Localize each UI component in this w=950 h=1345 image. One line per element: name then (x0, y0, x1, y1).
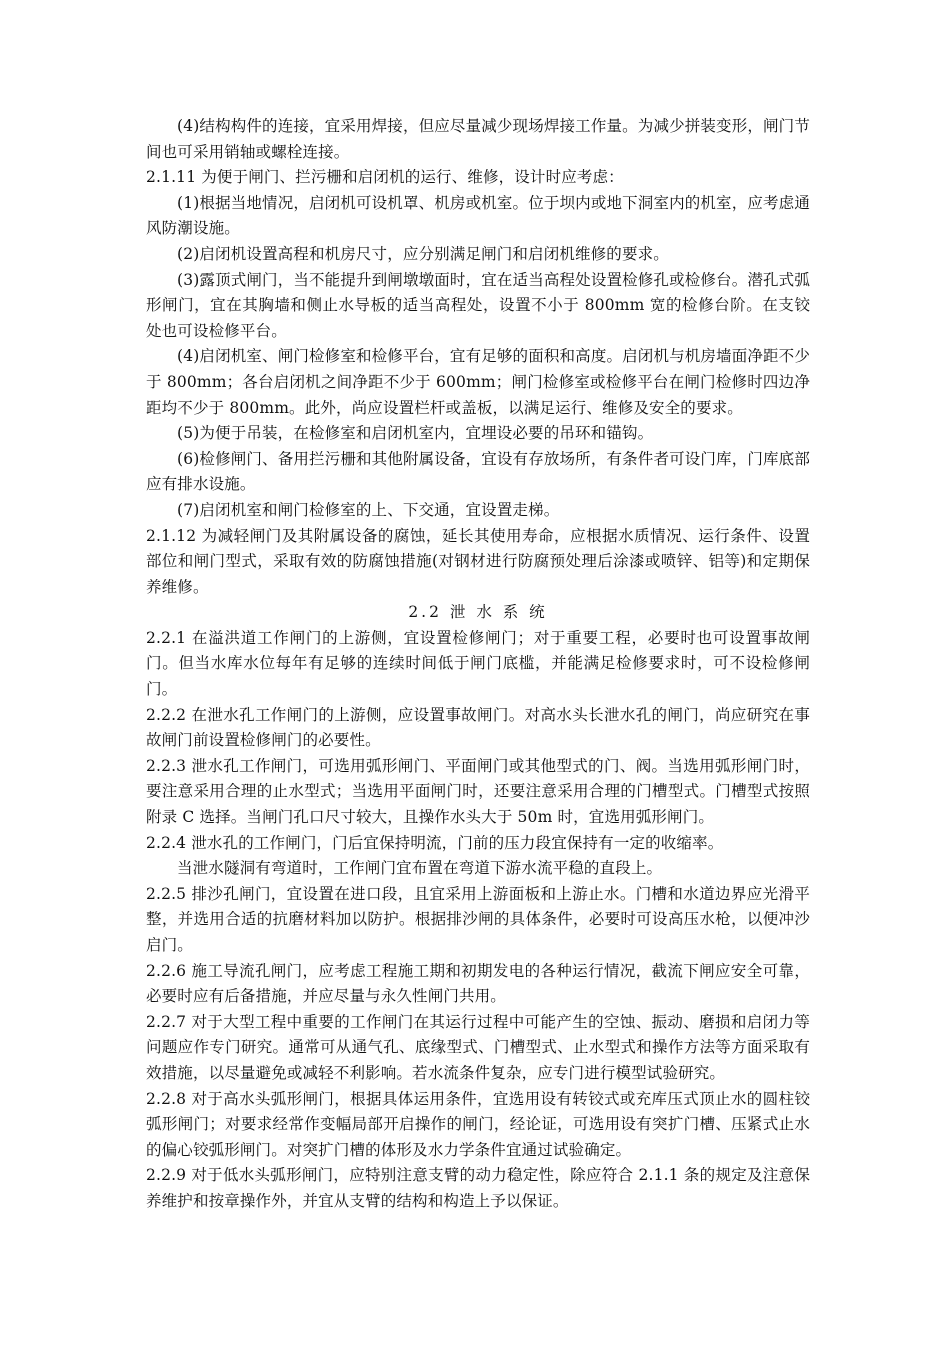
item-5-hoisting: (5)为便于吊装，在检修室和启闭机室内，宜埋设必要的吊环和锚钩。 (177, 424, 654, 443)
clause-2-2-1: 2.2.1 在溢洪道工作闸门的上游侧，宜设置检修闸门；对于重要工程，必要时也可设置事故闸门。但当水库水位每年有足够的连续时间低于闸门底槛，并能满足检修要求时，可不设检修闸门。 (146, 628, 810, 699)
clause-2-2-4-note: 当泄水隧洞有弯道时，工作闸门宜布置在弯道下游水流平稳的直段上。 (177, 859, 663, 878)
clause-2-2-7: 2.2.7 对于大型工程中重要的工作闸门在其运行过程中可能产生的空蚀、振动、磨损和启闭力等问题应作专门研究。通常可从通气孔、底缘型式、门槽型式、止水型式和操作方法等方面采取有效措施，以尽量避免或减轻不利影响。若水流条件复杂，应专门进行模型试验研究。 (146, 1012, 810, 1082)
document-page (146, 114, 810, 1215)
item-6-storage: (6)检修闸门、备用拦污栅和其他附属设备，宜设有存放场所，有条件者可设门库，门库底部应有排水设施。 (146, 449, 810, 494)
clause-2-1-11: 2.1.11 为便于闸门、拦污栅和启闭机的运行、维修，设计时应考虑： (146, 168, 624, 187)
clause-2-2-2: 2.2.2 在泄水孔工作闸门的上游侧，应设置事故闸门。对高水头长泄水孔的闸门，尚应研究在事故闸门前设置检修闸门的必要性。 (146, 705, 810, 750)
section-title: 2.2 泄 水 系 统 (408, 603, 548, 622)
clause-2-1-12: 2.1.12 为减轻闸门及其附属设备的腐蚀，延长其使用寿命，应根据水质情况、运行条件、设置部位和闸门型式，采取有效的防腐蚀措施(对钢材进行防腐预处理后涂漆或喷锌、铝等)和定期保养维修。 (146, 526, 810, 596)
item-7-stairs: (7)启闭机室和闸门检修室的上、下交通，宜设置走梯。 (177, 500, 560, 519)
clause-2-2-9: 2.2.9 对于低水头弧形闸门，应特别注意支臂的动力稳定性，除应符合 2.1.1 条的规定及注意保养维护和按章操作外，并宜从支臂的结构和构造上予以保证。 (146, 1166, 810, 1210)
clause-2-2-8: 2.2.8 对于高水头弧形闸门，根据具体运用条件，宜选用设有转铰式或充库压式顶止水的圆柱铰弧形闸门；对要求经常作变幅局部开启操作的闸门，经论证，可选用设有突扩门槽、压紧式止水的偏心铰弧形闸门。对突扩门槽的体形及水力学条件宜通过试验确定。 (146, 1089, 810, 1159)
clause-2-2-3: 2.2.3 泄水孔工作闸门，可选用弧形闸门、平面闸门或其他型式的门、阀。当选用弧形闸门时，要注意采用合理的止水型式；当选用平面闸门时，还要注意采用合理的门槽型式。门槽型式按照附录 C 选择。当闸门孔口尺寸较大，且操作水头大于 50m 时，宜选用弧形闸门。 (146, 756, 810, 827)
paragraph-4-connection: (4)结构构件的连接，宜采用焊接，但应尽量减少现场焊接工作量。为减少拼装变形，闸门节间也可采用销轴或螺栓连接。 (146, 117, 810, 161)
clause-2-2-4: 2.2.4 泄水孔的工作闸门，门后宜保持明流，门前的压力段宜保持有一定的收缩率。 (146, 833, 724, 852)
item-1-machine-room: (1)根据当地情况，启闭机可设机罩、机房或机室。位于坝内或地下洞室内的机室，应考虑通风防潮设施。 (146, 193, 810, 238)
item-3-open-gate: (3)露顶式闸门，当不能提升到闸墩墩面时，宜在适当高程处设置检修孔或检修台。潜孔式弧形闸门，宜在其胸墙和侧止水导板的适当高程处，设置不小于 800mm 宽的检修台阶。在支铰处也可设检修平台。 (146, 270, 810, 340)
clause-2-2-6: 2.2.6 施工导流孔闸门，应考虑工程施工期和初期发电的各种运行情况，截流下闸应安全可靠，必要时应有后备措施，并应尽量与永久性闸门共用。 (146, 961, 810, 1006)
clause-2-2-5: 2.2.5 排沙孔闸门，宜设置在进口段，且宜采用上游面板和上游止水。门槽和水道边界应光滑平整，并选用合适的抗磨材料加以防护。根据排沙闸的具体条件，必要时可设高压水枪，以便冲沙启门。 (146, 884, 810, 954)
item-4-room-size: (4)启闭机室、闸门检修室和检修平台，宜有足够的面积和高度。启闭机与机房墙面净距不少于 800mm；各台启闭机之间净距不少于 600mm；闸门检修室或检修平台在闸门检修时四边净距均不少于 800mm。此外，尚应设置栏杆或盖板，以满足运行、维修及安全的要求。 (146, 347, 810, 417)
item-2-elevation: (2)启闭机设置高程和机房尺寸，应分别满足闸门和启闭机维修的要求。 (177, 244, 669, 263)
